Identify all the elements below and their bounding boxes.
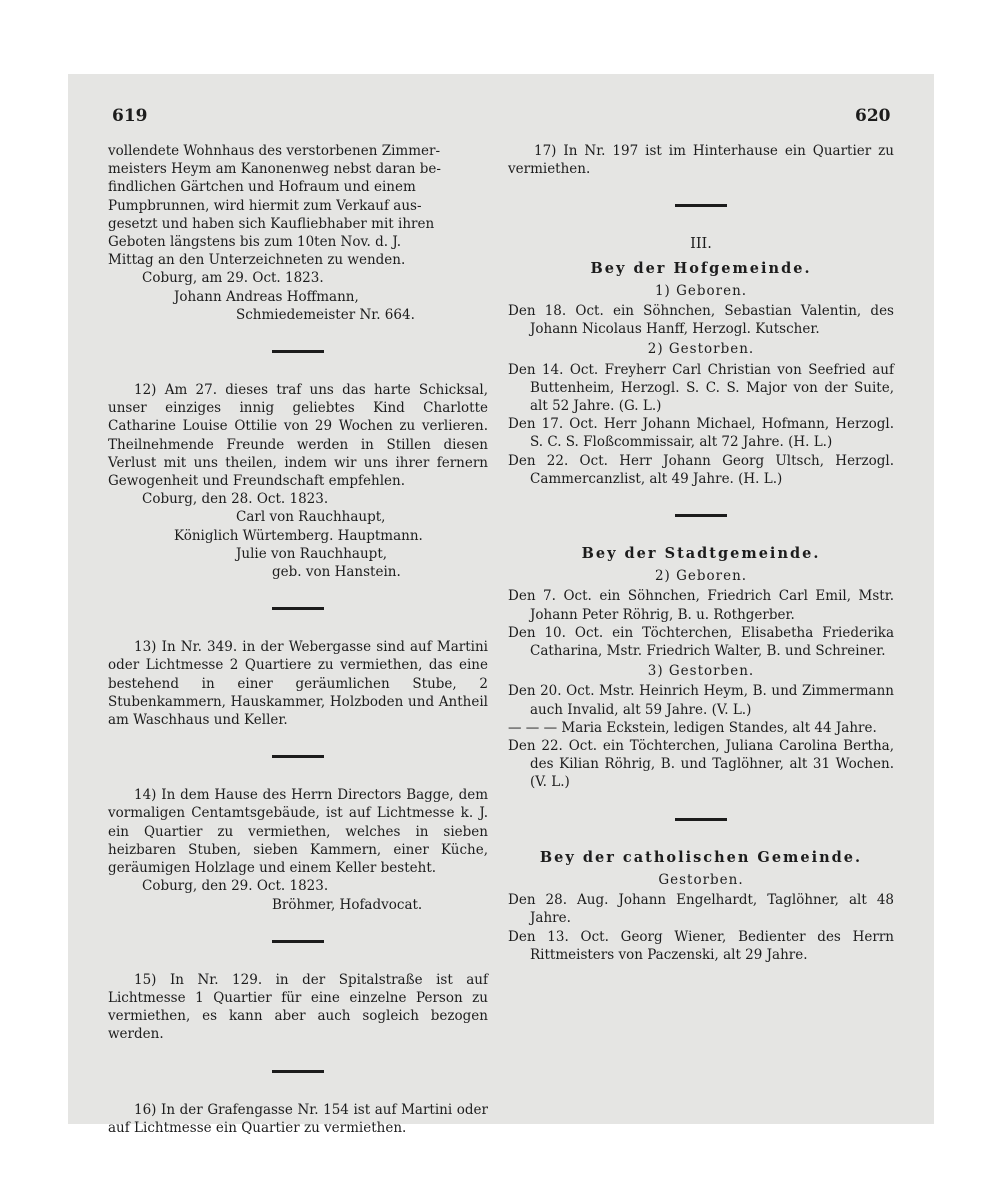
- section-number: III.: [690, 236, 712, 253]
- signature-line: Bröhmer, Hofadvocat.: [272, 896, 423, 913]
- register-entry: Den 18. Oct. ein Söhnchen, Sebastian Valentin, des Johann Nicolaus Hanff, Herzogl. Kutscher.: [508, 303, 894, 338]
- text-line: Pumpbrunnen, wird hiermit zum Verkauf aus-: [108, 197, 422, 214]
- right-column: [508, 142, 894, 964]
- register-entry: Den 22. Oct. ein Töchterchen, Juliana Carolina Bertha, des Kilian Röhrig, B. und Taglöhner, alt 31 Wochen. (V. L.): [508, 738, 894, 791]
- separator-rule: [272, 755, 324, 758]
- signature-line: Johann Andreas Hoffmann,: [174, 288, 359, 305]
- signature-line: Coburg, am 29. Oct. 1823.: [142, 270, 324, 287]
- signature-line: Königlich Würtemberg. Hauptmann.: [174, 527, 423, 544]
- text-line: gesetzt und haben sich Kaufliebhaber mit ihren: [108, 215, 435, 232]
- separator-rule: [272, 940, 324, 943]
- register-entry: — — — Maria Eckstein, ledigen Standes, alt 44 Jahre.: [508, 719, 877, 736]
- text-line: Mittag an den Unterzeichneten zu wenden.: [108, 252, 406, 269]
- subheading-died: 3) Gestorben.: [647, 663, 755, 680]
- separator-rule: [272, 607, 324, 610]
- register-entry: Den 14. Oct. Freyherr Carl Christian von Seefried auf Buttenheim, Herzogl. S. C. S. Major von der Suite, alt 52 Jahre. (G. L.): [508, 361, 894, 415]
- text-line: meisters Heym am Kanonenweg nebst daran be-: [108, 161, 441, 178]
- signature-line: Carl von Rauchhaupt,: [236, 509, 386, 526]
- signature-line: geb. von Hanstein.: [272, 564, 401, 581]
- page-number-left: 619: [112, 106, 148, 126]
- register-entry: Den 28. Aug. Johann Engelhardt, Taglöhner, alt 48 Jahre.: [508, 892, 894, 927]
- separator-rule: [272, 1070, 324, 1073]
- separator-rule: [675, 818, 727, 821]
- separator-rule: [272, 350, 324, 353]
- register-entry: Den 13. Oct. Georg Wiener, Bedienter des Herrn Rittmeisters von Paczenski, alt 29 Jahre.: [508, 928, 894, 963]
- register-entry: Den 7. Oct. ein Söhnchen, Friedrich Carl Emil, Mstr. Johann Peter Röhrig, B. u. Rothgerber.: [508, 588, 894, 623]
- notice-house-sale: [108, 142, 488, 269]
- text-line: Geboten längstens bis zum 10ten Nov. d. J.: [108, 234, 401, 251]
- text-line: findlichen Gärtchen und Hofraum und einem: [108, 179, 416, 196]
- signature-line: Coburg, den 29. Oct. 1823.: [142, 878, 329, 895]
- register-entry: Den 22. Oct. Herr Johann Georg Ultsch, Herzogl. Cammercanzlist, alt 49 Jahre. (H. L.): [508, 452, 894, 487]
- subheading-died: 2) Gestorben.: [647, 341, 755, 358]
- section-heading-hof: Bey der Hofgemeinde.: [590, 259, 812, 277]
- page-number-right: 620: [855, 106, 891, 126]
- subheading-died: Gestorben.: [658, 871, 744, 888]
- notice-rental-129: 15) In Nr. 129. in der Spitalstraße ist auf Lichtmesse 1 Quartier für eine einzelne Person zu vermiethen, es kann aber auch sogleich bezogen werden.: [108, 971, 488, 1043]
- separator-rule: [675, 514, 727, 517]
- separator-rule: [675, 204, 727, 207]
- notice-death-rauchhaupt: 12) Am 27. dieses traf uns das harte Schicksal, unser einziges innig geliebtes Kind Charlotte Catharine Louise Ottilie von 29 Wochen zu verlieren. Theilnehmende Freunde werden in Stillen diesen Verlust mit uns theilen, indem wir uns ihrer fernern Gewogenheit und Freundschaft empfehlen.: [108, 382, 488, 490]
- notice-rental-197: 17) In Nr. 197 ist im Hinterhause ein Quartier zu vermiethen.: [508, 143, 894, 178]
- subheading-born: 1) Geboren.: [654, 282, 748, 299]
- subheading-born: 2) Geboren.: [654, 568, 748, 585]
- notice-rental-154: 16) In der Grafengasse Nr. 154 ist auf Martini oder auf Lichtmesse ein Quartier zu vermiethen.: [108, 1101, 488, 1136]
- notice-rental-bagge: 14) In dem Hause des Herrn Directors Bagge, dem vormaligen Centamtsgebäude, ist auf Lichtmesse k. J. ein Quartier zu vermiethen, welches in sieben heizbaren Stuben, sieben Kammern, einer Küche, geräumigen Holzlage und einem Keller besteht.: [108, 787, 488, 877]
- text-line: vollendete Wohnhaus des verstorbenen Zimmer-: [108, 143, 441, 159]
- section-heading-stadt: Bey der Stadtgemeinde.: [581, 545, 821, 563]
- register-entry: Den 10. Oct. ein Töchterchen, Elisabetha Friederika Catharina, Mstr. Friedrich Walter, B. und Schreiner.: [508, 624, 894, 660]
- register-entry: Den 20. Oct. Mstr. Heinrich Heym, B. und Zimmermann auch Invalid, alt 59 Jahre. (V. L.): [508, 683, 894, 718]
- section-heading-catholic: Bey der catholischen Gemeinde.: [539, 848, 863, 866]
- signature-line: Julie von Rauchhaupt,: [236, 545, 388, 562]
- signature-line: Schmiedemeister Nr. 664.: [236, 306, 415, 323]
- register-entry: Den 17. Oct. Herr Johann Michael, Hofmann, Herzogl. S. C. S. Floßcommissair, alt 72 Jahre. (H. L.): [508, 416, 894, 451]
- notice-rental-349: 13) In Nr. 349. in der Webergasse sind auf Martini oder Lichtmesse 2 Quartiere zu vermiethen, das eine bestehend in einer geräumlichen Stube, 2 Stubenkammern, Hauskammer, Holzboden und Antheil am Waschhaus und Keller.: [108, 639, 488, 729]
- signature-line: Coburg, den 28. Oct. 1823.: [142, 491, 329, 508]
- left-column: [108, 142, 488, 1137]
